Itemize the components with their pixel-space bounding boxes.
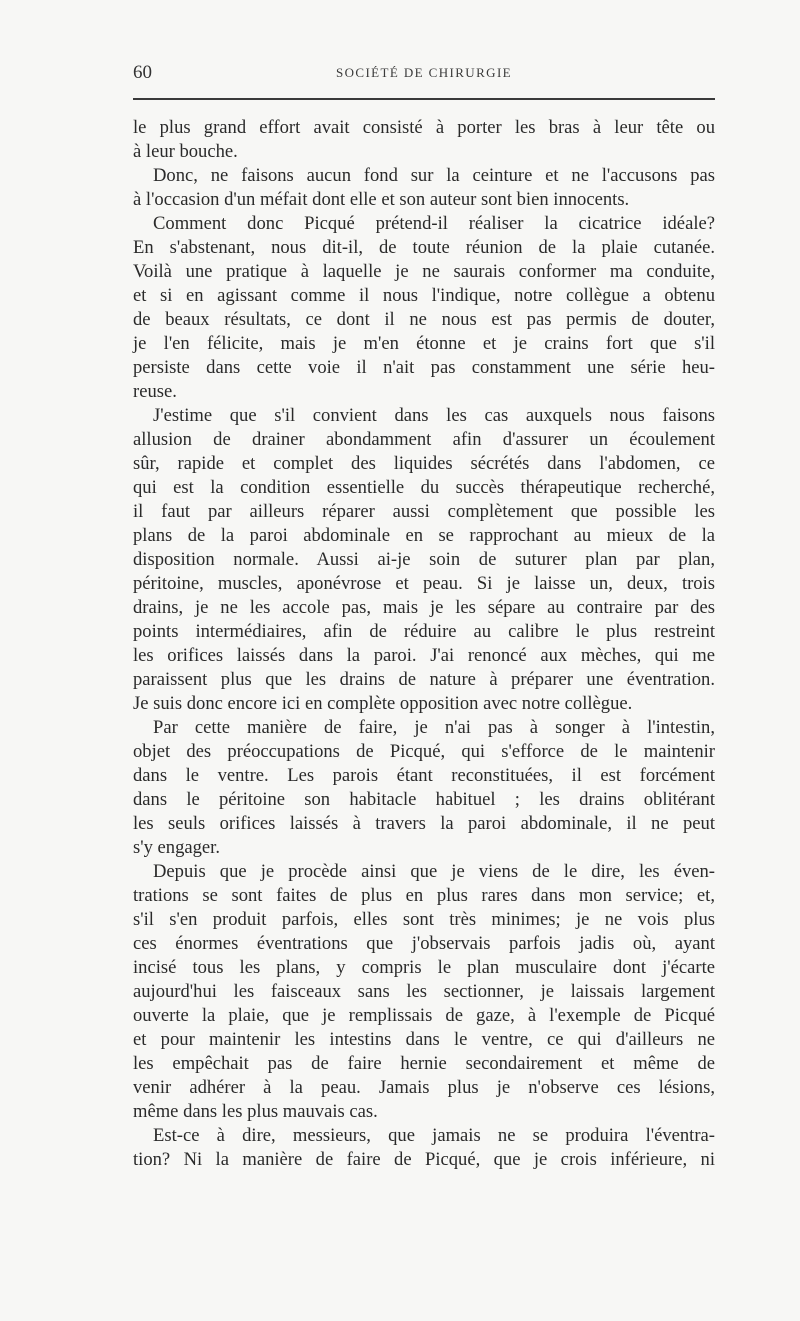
page-header [133,58,715,92]
paragraph [133,212,715,404]
text-line: les orifices laissés dans la paroi. J'ai renoncé aux mèches, qui me [133,645,715,666]
text-line: J'estime que s'il convient dans les cas auxquels nous faisons [153,405,715,426]
paragraph [133,860,715,1124]
text-line: ces énormes éventrations que j'observais parfois jadis où, ayant [133,933,715,954]
text-line: et pour maintenir les intestins dans le ventre, ce qui d'ailleurs ne [133,1029,715,1050]
text-line: trations se sont faites de plus en plus rares dans mon service; et, [133,885,715,906]
text-line: Je suis donc encore ici en complète opposition avec notre collègue. [133,693,633,714]
text-line: dans le péritoine son habitacle habituel ; les drains oblitérant [133,789,715,810]
text-line: sûr, rapide et complet des liquides sécrétés dans l'abdomen, ce [133,453,715,474]
text-line: Donc, ne faisons aucun fond sur la ceinture et ne l'accusons pas [153,165,715,186]
text-line: à l'occasion d'un méfait dont elle et son auteur sont bien innocents. [133,189,630,210]
text-line: disposition normale. Aussi ai-je soin de suturer plan par plan, [133,549,715,570]
text-line: drains, je ne les accole pas, mais je les sépare au contraire par des [133,597,715,618]
text-line: incisé tous les plans, y compris le plan musculaire dont j'écarte [133,957,715,978]
text-line: les empêchait pas de faire hernie secondairement et même de [133,1053,715,1074]
text-line: tion? Ni la manière de faire de Picqué, que je crois inférieure, ni [133,1149,715,1170]
paragraph [133,716,715,860]
text-line: venir adhérer à la peau. Jamais plus je n'observe ces lésions, [133,1077,715,1098]
text-line: En s'abstenant, nous dit-il, de toute réunion de la plaie cutanée. [133,237,715,258]
text-line: qui est la condition essentielle du succès thérapeutique recherché, [133,477,715,498]
text-line: s'y engager. [133,837,220,858]
text-line: le plus grand effort avait consisté à porter les bras à leur tête ou [133,117,715,138]
text-line: plans de la paroi abdominale en se rapprochant au mieux de la [133,525,715,546]
text-line: Voilà une pratique à laquelle je ne saurais conformer ma conduite, [133,261,715,282]
header-rule [133,98,715,100]
text-line: ouverte la plaie, que je remplissais de gaze, à l'exemple de Picqué [133,1005,715,1026]
text-line: Par cette manière de faire, je n'ai pas à songer à l'intestin, [153,717,715,738]
text-line: les seuls orifices laissés à travers la paroi abdominale, il ne peut [133,813,715,834]
text-line: de beaux résultats, ce dont il ne nous est pas permis de douter, [133,309,715,330]
text-line: allusion de drainer abondamment afin d'assurer un écoulement [133,429,715,450]
text-line: paraissent plus que les drains de nature à préparer une éventration. [133,669,715,690]
text-line: s'il s'en produit parfois, elles sont très minimes; je ne vois plus [133,909,715,930]
text-line: dans le ventre. Les parois étant reconstituées, il est forcément [133,765,715,786]
text-line: reuse. [133,381,177,402]
page-number: 60 [133,62,152,83]
text-line: Comment donc Picqué prétend-il réaliser la cicatrice idéale? [153,213,715,234]
text-line: et si en agissant comme il nous l'indique, notre collègue a obtenu [133,285,715,306]
text-line: péritoine, muscles, aponévrose et peau. Si je laisse un, deux, trois [133,573,715,594]
paragraph [133,404,715,716]
text-line: il faut par ailleurs réparer aussi complètement que possible les [133,501,715,522]
running-title: SOCIÉTÉ DE CHIRURGIE [335,65,513,80]
text-line: à leur bouche. [133,141,238,162]
text-line: Depuis que je procède ainsi que je viens de le dire, les éven- [153,861,715,882]
paragraph [133,116,715,164]
text-line: objet des préoccupations de Picqué, qui s'efforce de le maintenir [133,741,715,762]
paragraph [133,1124,715,1172]
paragraph [133,164,715,212]
text-line: Est-ce à dire, messieurs, que jamais ne se produira l'éventra- [153,1125,715,1146]
text-line: je l'en félicite, mais je m'en étonne et je crains fort que s'il [133,333,715,354]
text-line: points intermédiaires, afin de réduire au calibre le plus restreint [133,621,715,642]
text-line: même dans les plus mauvais cas. [133,1101,378,1122]
book-page [133,58,715,1172]
text-line: aujourd'hui les faisceaux sans les sectionner, je laissais largement [133,981,715,1002]
body-text [133,116,715,1172]
text-line: persiste dans cette voie il n'ait pas constamment une série heu- [133,357,715,378]
